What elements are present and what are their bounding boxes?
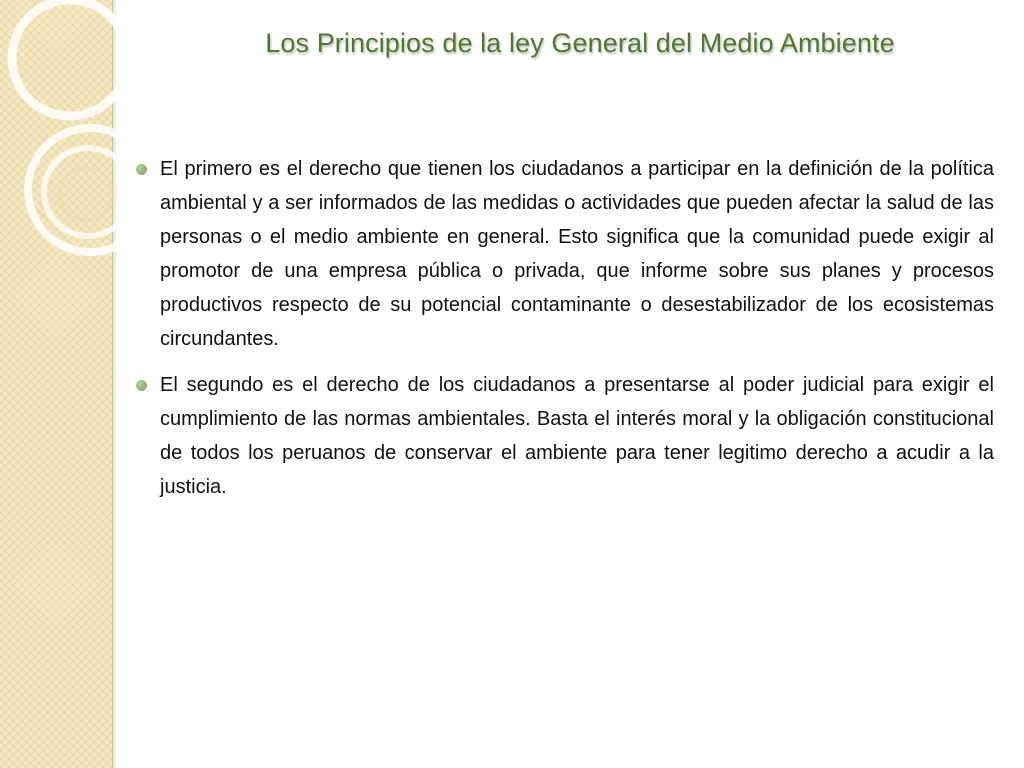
bullet-list [132,152,994,516]
bullet-text: El segundo es el derecho de los ciudadanos a presentarse al poder judicial para exigir el cumplimiento de las normas ambientales. Basta el interés moral y la obligación constitucional de todos los peruanos de conservar el ambiente para tener legitimo derecho a acudir a la justicia. [160,374,994,498]
slide-title: Los Principios de la ley General del Medio Ambiente [265,28,895,58]
bullet-item [132,152,994,356]
bullet-item [132,368,994,504]
bullet-text: El primero es el derecho que tienen los ciudadanos a participar en la definición de la política ambiental y a ser informados de las medidas o actividades que pueden afectar la salud de las personas o el medio ambiente en general. Esto significa que la comunidad puede exigir al promotor de una empresa pública o privada, que informe sobre sus planes y procesos productivos respecto de su potencial contaminante o desestabilizador de los ecosistemas circundantes. [160,158,994,350]
bullet-dot-icon [136,380,147,391]
bullet-dot-icon [136,164,147,175]
